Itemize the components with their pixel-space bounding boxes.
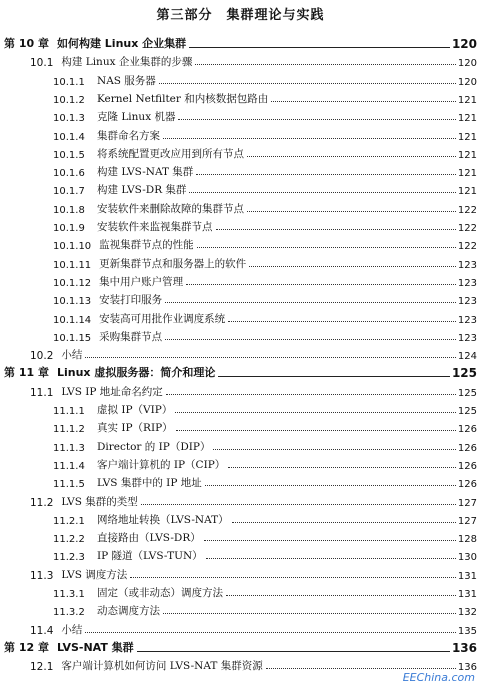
toc-leader <box>85 632 456 633</box>
toc-number: 10.1.6 <box>53 168 85 180</box>
toc-page-number: 126 <box>457 479 477 491</box>
toc-chapter-row <box>0 637 481 655</box>
toc-number: 10.1.12 <box>53 277 92 289</box>
toc-leader <box>197 247 456 248</box>
toc-number: 11.3.1 <box>53 589 85 600</box>
toc-leader <box>204 540 456 541</box>
toc-title: NAS 服务器 <box>97 74 156 87</box>
toc-leader <box>216 229 456 230</box>
toc-number: 11.2.3 <box>53 552 85 564</box>
toc-sub-row <box>0 198 481 216</box>
toc-page-number: 121 <box>457 113 477 125</box>
toc-page-number: 136 <box>451 640 477 655</box>
toc-title: 更新集群节点和服务器上的软件 <box>99 257 247 270</box>
toc-sub-row <box>0 143 481 161</box>
toc-sub-row <box>0 545 481 563</box>
toc-leader <box>228 321 456 322</box>
toc-leader <box>85 357 456 358</box>
toc-leader <box>159 83 456 84</box>
toc-sub-row <box>0 234 481 252</box>
toc-page-number: 123 <box>457 314 477 326</box>
toc-number: 10.1.9 <box>53 223 85 234</box>
toc-leader <box>163 138 456 139</box>
toc-leader <box>271 101 456 102</box>
toc-leader <box>196 174 456 175</box>
toc-title: 安装软件来删除故障的集群节点 <box>97 202 244 215</box>
toc-sub-row <box>0 179 481 197</box>
toc-sub-row <box>0 70 481 88</box>
toc-leader <box>163 613 456 614</box>
toc-sub-row <box>0 509 481 527</box>
toc-section-row <box>0 344 481 362</box>
toc-page-number: 135 <box>457 625 477 637</box>
toc-section-row <box>0 491 481 509</box>
toc-sub-row <box>0 106 481 124</box>
toc-page-number: 121 <box>457 168 477 180</box>
toc-chapter-row <box>0 33 481 51</box>
toc-leader <box>266 668 456 669</box>
toc-number: 11.1.3 <box>53 442 85 454</box>
toc-page-number: 126 <box>457 442 477 454</box>
toc-number: 10.1.8 <box>53 204 85 216</box>
toc-section-row <box>0 564 481 582</box>
toc-page-number: 127 <box>457 515 477 527</box>
toc-page-number: 124 <box>457 351 477 363</box>
toc-page-number: 125 <box>451 366 477 381</box>
toc-number: 10.2 <box>30 350 54 363</box>
toc-number: 10.1.7 <box>53 186 85 198</box>
toc-page-number: 131 <box>457 570 477 582</box>
toc-sub-row <box>0 600 481 618</box>
toc-title: 克隆 Linux 机器 <box>97 111 176 124</box>
toc-page-number: 122 <box>457 241 477 253</box>
toc-leader <box>247 156 456 157</box>
toc-number: 10.1.5 <box>53 149 85 161</box>
toc-title: LVS IP 地址命名约定 <box>61 385 163 398</box>
toc-title: 客户端计算机如何访问 LVS-NAT 集群资源 <box>61 660 263 673</box>
toc-page-number: 127 <box>457 497 477 509</box>
toc-title: LVS 集群的类型 <box>61 495 138 508</box>
toc-title: 固定（或非动态）调度方法 <box>97 587 223 599</box>
toc-title: Linux 虚拟服务器：简介和理论 <box>56 366 216 380</box>
toc-page-number: 121 <box>457 94 477 106</box>
toc-leader <box>176 430 456 431</box>
toc-leader <box>130 577 456 578</box>
toc-title: 网络地址转换（LVS-NAT） <box>97 513 229 526</box>
toc-leader <box>166 394 456 395</box>
toc-number: 10.1.1 <box>53 76 85 88</box>
toc-leader <box>249 266 456 267</box>
toc-page-number: 123 <box>457 296 477 308</box>
toc-title: 集中用户账户管理 <box>99 275 184 288</box>
toc-leader <box>186 284 456 285</box>
toc-sub-row <box>0 125 481 143</box>
toc-title: 安装打印服务 <box>99 294 163 307</box>
toc-number: 10.1.11 <box>53 259 92 271</box>
toc-page-number: 131 <box>457 589 477 600</box>
toc-title: 客户端计算机的 IP（CIP） <box>97 458 226 471</box>
toc-leader <box>141 504 456 505</box>
toc-sub-row <box>0 88 481 106</box>
toc-sub-row <box>0 436 481 454</box>
toc-number: 10.1.15 <box>53 332 92 344</box>
toc-section-row <box>0 51 481 69</box>
toc-sub-row <box>0 399 481 417</box>
toc-title: 小结 <box>61 623 83 636</box>
toc-sub-row <box>0 308 481 326</box>
toc-page-number: 121 <box>457 131 477 143</box>
toc-title: 动态调度方法 <box>97 605 160 618</box>
toc-chapter-row <box>0 362 481 380</box>
toc-number: 11.1 <box>30 386 54 399</box>
toc-page-number: 122 <box>457 223 477 234</box>
toc-leader <box>175 412 456 413</box>
toc-number: 第 11 章 <box>4 366 49 380</box>
toc-number: 11.2.2 <box>53 534 85 546</box>
toc-leader <box>205 485 456 486</box>
toc-page-number: 125 <box>457 406 477 417</box>
toc-leader <box>165 302 456 303</box>
toc-page-number: 121 <box>457 149 477 161</box>
toc-leader <box>218 376 450 377</box>
toc-page-number: 125 <box>457 387 477 399</box>
toc-title: 构建 LVS-DR 集群 <box>97 184 187 197</box>
toc-page-number: 126 <box>457 460 477 472</box>
toc-title: LVS 调度方法 <box>61 568 128 581</box>
toc-page-number: 130 <box>457 552 477 564</box>
toc-leader <box>178 119 455 120</box>
toc-sub-row <box>0 161 481 179</box>
toc-title: 直接路由（LVS-DR） <box>97 532 201 545</box>
toc-sub-row <box>0 289 481 307</box>
toc-page-number: 120 <box>451 37 477 51</box>
toc-sub-row <box>0 527 481 545</box>
toc-number: 10.1.10 <box>53 241 92 253</box>
toc-title: 如何构建 Linux 企业集群 <box>56 37 187 50</box>
toc-number: 第 12 章 <box>4 640 49 654</box>
toc-leader <box>206 558 456 559</box>
toc-page-number: 120 <box>457 76 477 88</box>
toc-leader <box>213 449 455 450</box>
toc-page-number: 123 <box>457 277 477 289</box>
toc-title: LVS-NAT 集群 <box>56 640 134 654</box>
toc-sub-row <box>0 326 481 344</box>
toc-number: 10.1.4 <box>53 131 85 143</box>
toc-number: 11.1.2 <box>53 424 85 436</box>
toc-number: 11.2 <box>30 496 54 509</box>
toc-title: 虚拟 IP（VIP） <box>97 404 173 416</box>
toc-page-number: 136 <box>457 662 477 674</box>
toc-number: 12.1 <box>30 661 54 674</box>
toc-number: 10.1.2 <box>53 94 85 106</box>
toc-page-number: 132 <box>457 607 477 619</box>
toc-sub-row <box>0 253 481 271</box>
toc-leader <box>165 339 456 340</box>
toc-page-number: 123 <box>457 332 477 344</box>
toc-number: 11.3 <box>30 569 54 582</box>
toc-sub-row <box>0 271 481 289</box>
toc-leader <box>189 192 455 193</box>
toc-title: IP 隧道（LVS-TUN） <box>97 550 203 563</box>
toc-title: 安装高可用批作业调度系统 <box>99 312 226 325</box>
toc-title: 集群命名方案 <box>97 129 160 142</box>
toc-number: 10.1.3 <box>53 113 85 125</box>
toc-section-row <box>0 619 481 637</box>
toc-page-number: 120 <box>457 58 477 70</box>
toc-leader <box>189 47 450 48</box>
toc-number: 10.1.14 <box>53 314 92 326</box>
toc-number: 第 10 章 <box>4 37 49 50</box>
part-title: 第三部分 集群理论与实践 <box>156 8 325 23</box>
toc-page-number: 126 <box>457 424 477 436</box>
toc-leader <box>226 595 456 596</box>
toc-number: 10.1 <box>30 57 54 70</box>
toc-title: Director 的 IP（DIP） <box>97 440 211 453</box>
toc-leader <box>247 211 456 212</box>
toc-title: LVS 集群中的 IP 地址 <box>97 477 202 490</box>
toc-title: 采购集群节点 <box>99 330 163 343</box>
toc-leader <box>195 64 456 65</box>
toc-number: 11.1.4 <box>53 460 85 472</box>
toc-leader <box>232 522 456 523</box>
toc-number: 10.1.13 <box>53 296 92 308</box>
toc-sub-row <box>0 417 481 435</box>
toc-number: 11.1.5 <box>53 479 85 491</box>
toc-page-number: 123 <box>457 259 477 271</box>
toc-number: 11.2.1 <box>53 515 85 527</box>
toc-title: Kernel Netfilter 和内核数据包路由 <box>97 92 269 105</box>
toc-number: 11.1.1 <box>53 406 85 417</box>
toc-title: 小结 <box>61 349 83 362</box>
toc-section-row <box>0 381 481 399</box>
toc-page-number: 122 <box>457 204 477 216</box>
toc-page-number: 128 <box>457 534 477 546</box>
toc-title: 安装软件来监视集群节点 <box>97 221 213 233</box>
toc-sub-row <box>0 216 481 234</box>
toc-leader <box>137 651 450 652</box>
toc-page-number: 121 <box>457 186 477 198</box>
watermark: EEChina.com <box>402 671 475 684</box>
toc-number: 11.3.2 <box>53 607 85 619</box>
toc-sub-row <box>0 472 481 490</box>
toc-title: 将系统配置更改应用到所有节点 <box>97 147 244 160</box>
toc-title: 构建 Linux 企业集群的步骤 <box>61 56 193 69</box>
toc-leader <box>228 467 456 468</box>
toc-sub-row <box>0 582 481 600</box>
toc-number: 11.4 <box>30 624 54 637</box>
toc-sub-row <box>0 454 481 472</box>
toc-title: 监视集群节点的性能 <box>99 239 194 252</box>
toc-title: 构建 LVS-NAT 集群 <box>97 166 194 179</box>
toc-title: 真实 IP（RIP） <box>97 422 173 435</box>
